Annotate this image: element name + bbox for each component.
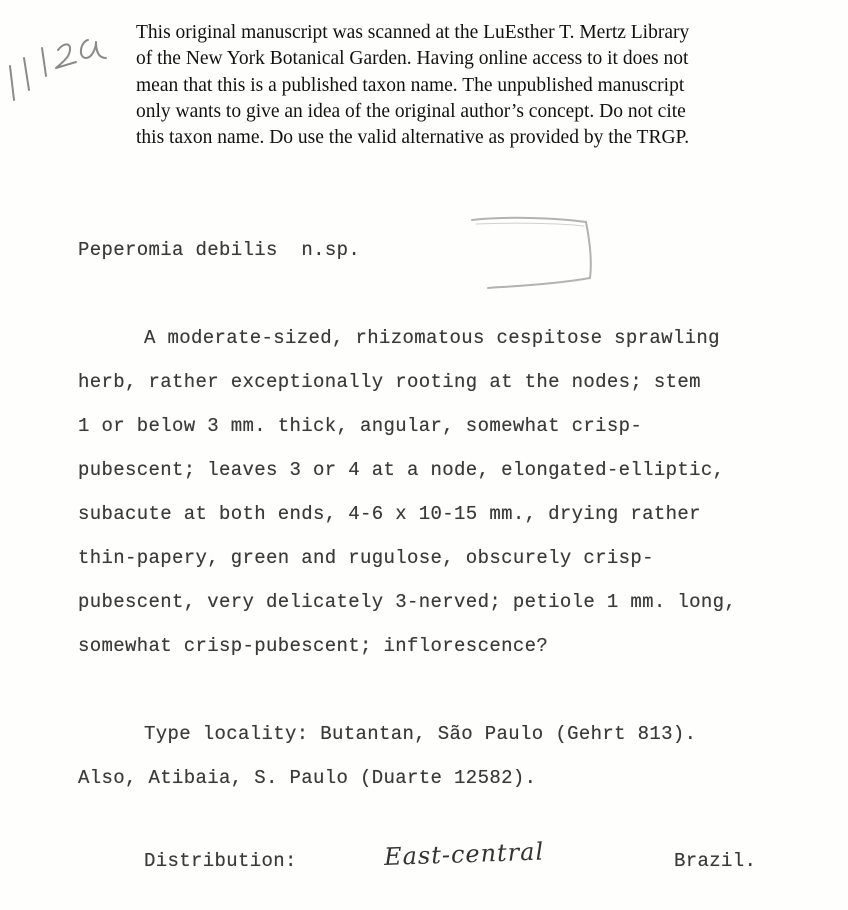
species-heading bbox=[78, 228, 360, 272]
description-line: pubescent, very delicately 3-nerved; petiole 1 mm. long, bbox=[78, 591, 737, 613]
handwritten-page-number bbox=[2, 18, 122, 118]
distribution-country: Brazil. bbox=[674, 850, 757, 872]
species-description bbox=[78, 316, 736, 668]
library-disclaimer bbox=[136, 20, 776, 151]
distribution-label: Distribution: bbox=[144, 850, 297, 872]
type-locality-block bbox=[78, 712, 696, 800]
species-status: n.sp. bbox=[301, 239, 361, 261]
type-locality-line: Also, Atibaia, S. Paulo (Duarte 12582). bbox=[78, 767, 537, 789]
description-line: herb, rather exceptionally rooting at the nodes; stem bbox=[78, 371, 701, 393]
description-line: A moderate-sized, rhizomatous cespitose sprawling bbox=[144, 327, 720, 349]
species-name: Peperomia debilis bbox=[78, 239, 278, 261]
distribution-line bbox=[144, 837, 757, 872]
disclaimer-line: this taxon name. Do use the valid alternative as provided by the TRGP. bbox=[136, 127, 690, 149]
description-line: thin-papery, green and rugulose, obscurely crisp- bbox=[78, 547, 654, 569]
description-line: somewhat crisp-pubescent; inflorescence? bbox=[78, 635, 549, 657]
disclaimer-line: mean that this is a published taxon name. The unpublished manuscript bbox=[136, 74, 685, 96]
description-line: subacute at both ends, 4-6 x 10-15 mm., drying rather bbox=[78, 503, 701, 525]
disclaimer-line: of the New York Botanical Garden. Having online access to it does not bbox=[136, 48, 689, 70]
distribution-handwritten: East-central bbox=[383, 837, 545, 872]
disclaimer-line: only wants to give an idea of the original author’s concept. Do not cite bbox=[136, 100, 686, 122]
description-line: pubescent; leaves 3 or 4 at a node, elongated-elliptic, bbox=[78, 459, 725, 481]
type-locality-line: Type locality: Butantan, São Paulo (Gehrt 813). bbox=[144, 723, 697, 745]
description-line: 1 or below 3 mm. thick, angular, somewhat crisp- bbox=[78, 415, 643, 437]
disclaimer-line: This original manuscript was scanned at the LuEsther T. Mertz Library bbox=[136, 22, 690, 43]
pencil-box-mark bbox=[466, 212, 594, 294]
